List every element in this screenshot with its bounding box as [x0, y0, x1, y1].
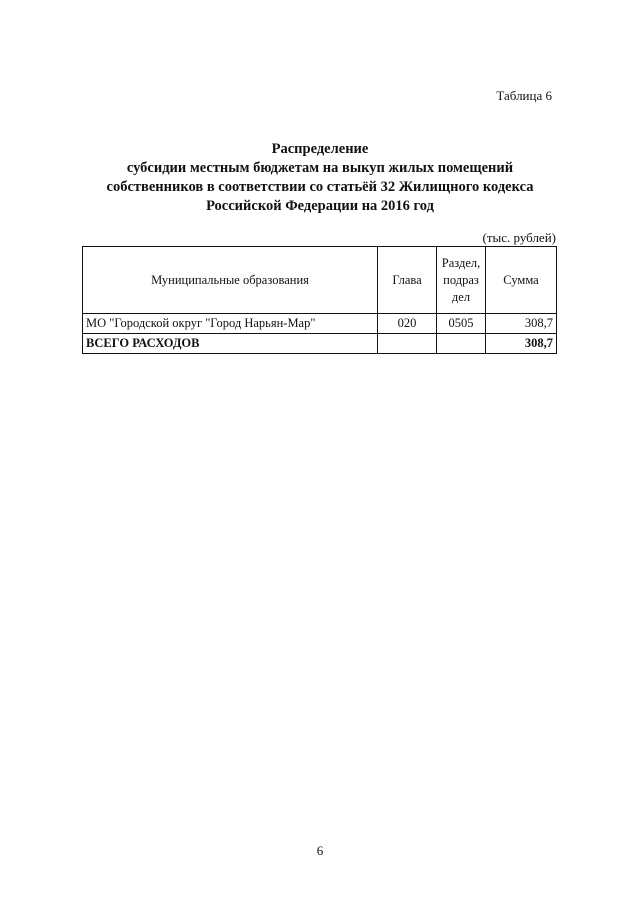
- cell-razdel: 0505: [437, 314, 486, 334]
- table-row: [83, 314, 557, 334]
- total-razdel: [437, 334, 486, 354]
- cell-municipality: МО "Городской округ "Город Нарьян-Мар": [83, 314, 378, 334]
- cell-glava: 020: [378, 314, 437, 334]
- total-glava: [378, 334, 437, 354]
- header-razdel-line-1: Раздел,: [441, 255, 481, 270]
- document-title: [0, 140, 640, 216]
- total-row: [83, 334, 557, 354]
- header-summa: Сумма: [486, 247, 557, 314]
- table-number: Таблица 6: [496, 88, 552, 103]
- total-summa: 308,7: [486, 334, 557, 354]
- title-line-3: собственников в соответствии со статьёй 32 Жилищного кодекса: [106, 179, 534, 195]
- title-line-4: Российской Федерации на 2016 год: [206, 198, 434, 214]
- table-header-row: [83, 247, 557, 314]
- cell-summa: 308,7: [486, 314, 557, 334]
- title-line-2: субсидии местным бюджетам на выкуп жилых помещений: [126, 160, 514, 176]
- page-number: 6: [316, 843, 324, 858]
- header-glava: Глава: [378, 247, 437, 314]
- header-razdel: [437, 247, 486, 314]
- header-municipalities: Муниципальные образования: [83, 247, 378, 314]
- total-label: ВСЕГО РАСХОДОВ: [83, 334, 378, 354]
- allocation-table: [82, 246, 557, 354]
- header-razdel-line-2: подраз: [443, 272, 479, 287]
- header-razdel-line-3: дел: [451, 289, 471, 304]
- units-label: (тыс. рублей): [482, 230, 556, 245]
- title-line-1: Распределение: [271, 141, 369, 157]
